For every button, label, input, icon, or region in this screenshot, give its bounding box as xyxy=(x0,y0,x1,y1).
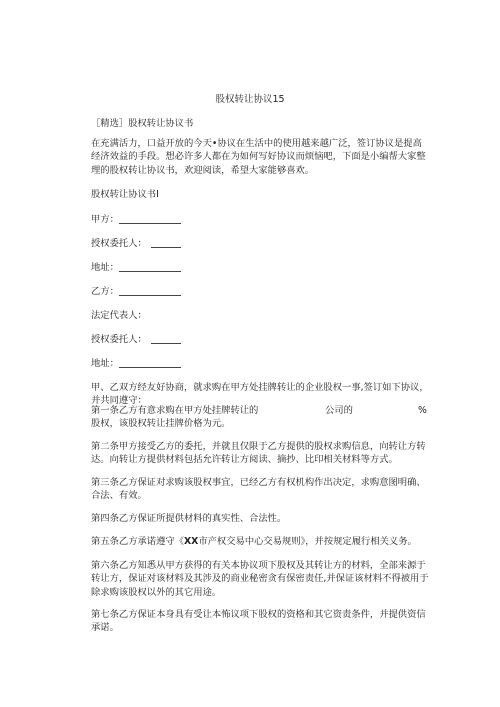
article3-paragraph: 第三条乙方保证对求购该股权事宜，已经乙方有权机构作出决定，求购意图明确、合法、有效。 xyxy=(91,477,426,502)
article1-text-d: 股权，该股权转让挂牌价格为元。 xyxy=(91,418,231,429)
article1-text-b: 公司的 xyxy=(325,405,353,416)
article4-paragraph: 第四条乙方保证所提供材料的真实性、合法性。 xyxy=(91,513,287,524)
agreement-heading: 股权转让协议书I xyxy=(91,189,159,200)
preamble-paragraph: 甲、乙双方经友好协商，就求购在甲方处挂牌转让的企业股权一事,签订如下协议，并共同遵守： xyxy=(91,382,429,407)
article7-paragraph: 第七条乙方保证本身具有受让本怖议项下股权的资格和其它资责条件，并提供资信承诺。 xyxy=(91,609,426,634)
field-address-b: 地址： xyxy=(91,358,119,369)
article1-text-a: 第一条乙方有意求购在甲方处挂牌转让的 xyxy=(91,405,259,416)
field-legal-representative: 法定代表人： xyxy=(91,310,147,321)
field-address-a: 地址： xyxy=(91,262,119,273)
field-party-b-blank xyxy=(119,295,181,296)
field-authorized-agent-b: 授权委托人： xyxy=(91,334,147,345)
article5-text-a: 第五条乙方承诺遵守《 xyxy=(91,536,184,547)
doc-subtitle: ［精选］股权转让协议书 xyxy=(91,118,194,129)
field-party-a: 甲方： xyxy=(91,214,119,225)
field-party-b: 乙方： xyxy=(91,286,119,297)
field-address-b-blank xyxy=(119,367,181,368)
field-authorized-agent-b-blank xyxy=(151,343,181,344)
field-authorized-agent-a-blank xyxy=(151,247,181,248)
doc-title: 股权转让协议15 xyxy=(215,94,285,105)
article5-text-c: 市产权交易中心交易规则》，并按规定履行相关义务。 xyxy=(198,536,417,547)
article5-text-b: XX xyxy=(183,536,199,547)
field-address-a-blank xyxy=(119,271,181,272)
field-authorized-agent-a: 授权委托人： xyxy=(91,238,147,249)
field-party-a-blank xyxy=(119,223,181,224)
article2-paragraph: 第二条甲方接受乙方的委托，并就且仅限于乙方提供的股权求购信息，向转让方转达。向转让方提供材料包括允许转让方阅读、摘抄、比印相关材料等方式。 xyxy=(91,441,426,466)
intro-paragraph: 在充满活力，口益开放的今天•协议在生活中的使用越来越广泛，签订协议是提高经济效益的手段。想必许多人都在为如何写好协议而烦恼吧，下面是小编帮大家整理的股权转让协议书，欢迎阅读，希望大家能够喜欢。 xyxy=(91,138,426,176)
article1-text-c: % xyxy=(418,405,427,416)
article6-paragraph: 第六条乙方知悉从甲方获得的有关本协议项下股权及其转让方的材料，全部来源于转让方，保证对该材料及其涉及的商业秘密贪有保密责任,并保证该材料不得被用于除求购该股权以外的其它用途。 xyxy=(91,560,429,598)
article5-paragraph xyxy=(91,535,417,548)
